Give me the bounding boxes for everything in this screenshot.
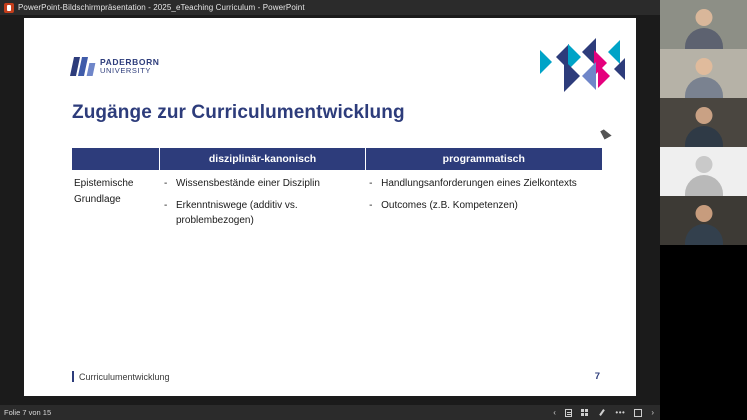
bullet-marker: -	[163, 199, 168, 211]
list-item-label: Wissensbestände einer Disziplin	[175, 178, 320, 189]
presentation-control-bar	[0, 405, 660, 420]
avatar-body	[685, 175, 723, 196]
avatar-body	[685, 77, 723, 98]
grid-view-icon[interactable]	[581, 409, 589, 417]
avatar	[695, 58, 712, 75]
footer-accent-bar	[72, 371, 74, 382]
avatar	[695, 303, 712, 320]
window-title: PowerPoint-Bildschirmpräsentation - 2025_eTeaching Curriculum - PowerPoint	[18, 3, 305, 12]
avatar-body	[685, 126, 723, 147]
avatar	[695, 254, 712, 271]
avatar	[695, 205, 712, 222]
video-tile[interactable]	[660, 49, 747, 98]
decorative-triangle	[582, 62, 596, 90]
avatar-body	[685, 273, 723, 294]
decorative-triangle	[614, 58, 625, 80]
table-header-corner	[72, 148, 160, 170]
avatar-body	[685, 224, 723, 245]
avatar-body	[685, 322, 723, 343]
title-bar	[0, 0, 747, 15]
bullet-marker: -	[163, 178, 168, 189]
university-logo	[72, 55, 160, 77]
video-tile[interactable]	[660, 98, 747, 147]
decorative-triangle	[564, 60, 580, 92]
powerpoint-icon	[4, 3, 14, 13]
more-options-icon[interactable]: •••	[615, 407, 626, 417]
table-header-row	[72, 148, 602, 170]
slide-number: 7	[594, 371, 600, 382]
avatar-body	[685, 371, 723, 392]
slide-title: Zugänge zur Curriculumentwicklung	[72, 102, 405, 123]
slide-canvas[interactable]	[24, 18, 636, 396]
video-tile[interactable]	[660, 196, 747, 245]
paderborn-mark-icon	[72, 55, 94, 77]
table-cell-col1	[160, 170, 365, 241]
video-tile[interactable]	[660, 343, 747, 392]
slide-stage[interactable]	[0, 15, 660, 405]
table-header-col1: disziplinär-kanonisch	[160, 148, 365, 170]
avatar	[695, 352, 712, 369]
list-item-label: Erkenntniswege (additiv vs. problembezogen)	[175, 199, 298, 226]
video-tile[interactable]	[660, 147, 747, 196]
video-tile[interactable]	[660, 294, 747, 343]
list-item-label: Handlungsanforderungen eines Zielkontexts	[381, 178, 577, 189]
decorative-triangles	[464, 36, 634, 96]
footer-label: Curriculumentwicklung	[79, 371, 170, 382]
slide-status-text: Folie 7 von 15	[4, 408, 52, 417]
list-item	[164, 198, 361, 229]
video-tile[interactable]	[660, 245, 747, 294]
list-item-label: Outcomes (z.B. Kompetenzen)	[381, 199, 518, 211]
control-icons	[553, 409, 654, 417]
fullscreen-icon[interactable]	[634, 409, 642, 417]
previous-slide-icon[interactable]: ‹	[553, 407, 557, 417]
bullet-marker: -	[369, 199, 373, 211]
pen-tools-icon[interactable]	[598, 409, 606, 417]
table-header-col2: programmatisch	[365, 148, 602, 170]
brand-line-1: PADERBORN	[100, 56, 160, 67]
list-item	[164, 176, 361, 192]
slide-footer	[72, 371, 170, 382]
notes-icon[interactable]	[565, 409, 572, 417]
bullet-marker: -	[369, 178, 373, 189]
mouse-cursor	[600, 128, 611, 140]
table-row	[72, 170, 602, 241]
video-participant-panel[interactable]	[660, 0, 747, 420]
avatar	[695, 9, 712, 26]
video-tile[interactable]	[660, 0, 747, 49]
avatar	[695, 156, 712, 173]
table-row-label: Epistemische Grundlage	[74, 178, 134, 205]
list-item	[369, 176, 598, 192]
content-table	[72, 148, 602, 241]
brand-line-2: UNIVERSITY	[100, 65, 152, 75]
list-item	[369, 198, 598, 214]
avatar	[695, 107, 712, 124]
avatar-body	[685, 28, 723, 49]
table-cell-col2	[365, 170, 602, 241]
decorative-triangle	[598, 64, 610, 88]
next-slide-icon[interactable]: ›	[651, 407, 654, 417]
decorative-triangle	[540, 50, 552, 74]
